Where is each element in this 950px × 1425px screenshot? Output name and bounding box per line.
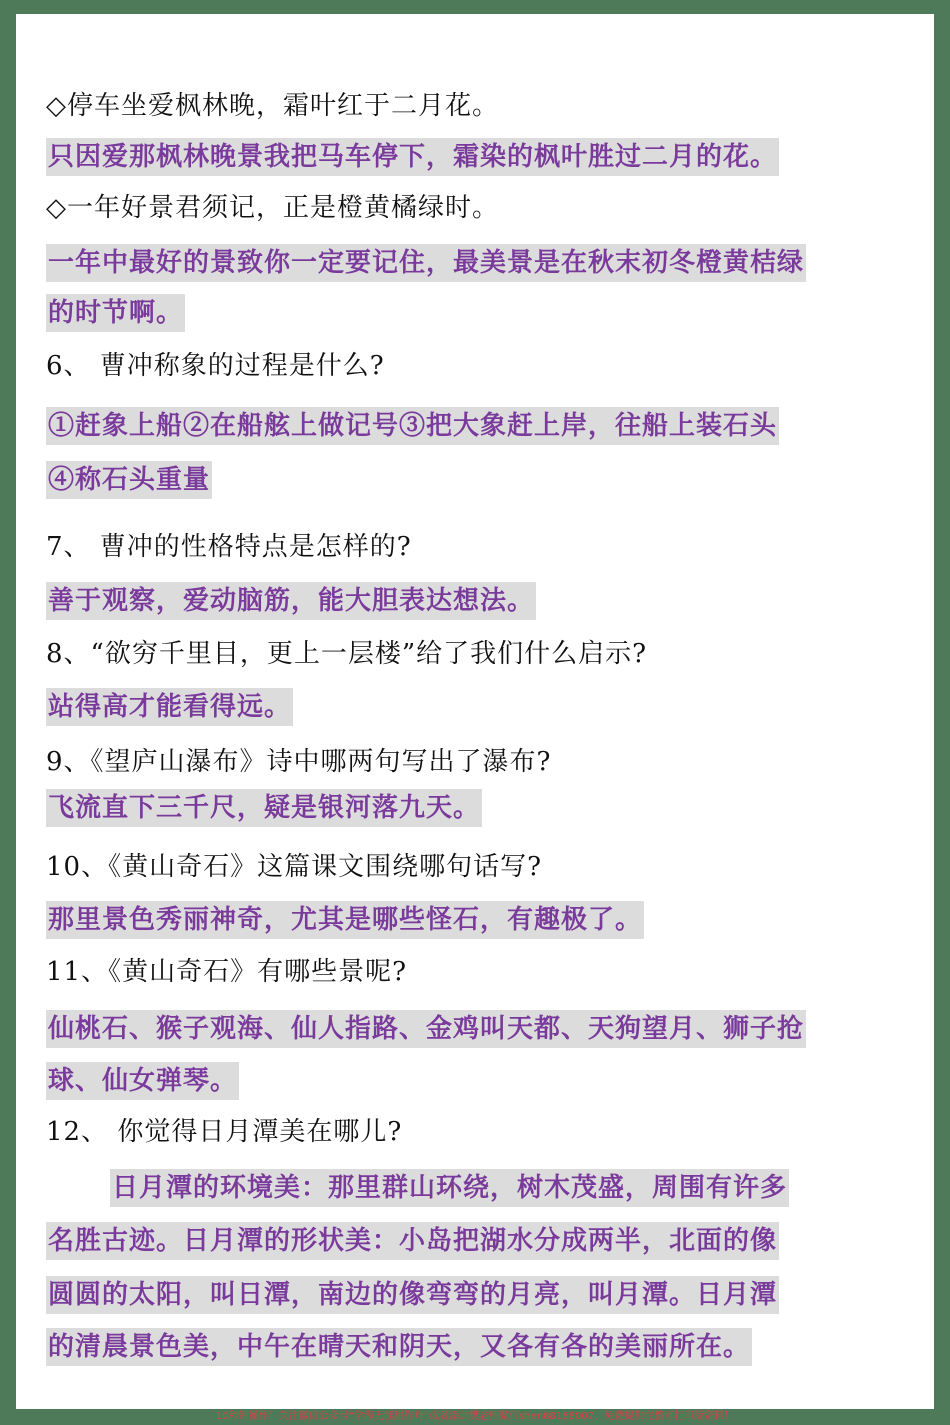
question-9: 9、《望庐山瀑布》诗中哪两句写出了瀑布? xyxy=(46,747,552,777)
answer-line: 善于观察，爱动脑筋，能大胆表达想法。 xyxy=(46,582,536,620)
answer-line: 一年中最好的景致你一定要记住，最美景是在秋末初冬橙黄桔绿 xyxy=(46,244,806,282)
footer-notice: 10秒钟操作！关注微信公众号“学海无涯甜作舟”或者添加樊老师微信shen88168007，免费提供完整可打印版资料！ xyxy=(215,1411,735,1422)
question-10: 10、《黄山奇石》这篇课文围绕哪句话写? xyxy=(46,852,543,882)
worksheet-page xyxy=(16,14,934,1409)
question-11: 11、《黄山奇石》有哪些景呢? xyxy=(46,957,408,987)
question-6: 6、 曹冲称象的过程是什么? xyxy=(46,351,385,381)
poem-line: ◇一年好景君须记，正是橙黄橘绿时。 xyxy=(46,193,499,223)
answer-line: 日月潭的环境美：那里群山环绕，树木茂盛，周围有许多 xyxy=(110,1169,789,1207)
answer-line: 的时节啊。 xyxy=(46,294,185,332)
question-7: 7、 曹冲的性格特点是怎样的? xyxy=(46,532,412,562)
answer-line: 名胜古迹。日月潭的形状美：小岛把湖水分成两半，北面的像 xyxy=(46,1222,779,1260)
answer-line: 仙桃石、猴子观海、仙人指路、金鸡叫天都、天狗望月、狮子抢 xyxy=(46,1010,806,1048)
answer-line: 那里景色秀丽神奇，尤其是哪些怪石，有趣极了。 xyxy=(46,901,644,939)
question-12: 12、 你觉得日月潭美在哪儿? xyxy=(46,1117,403,1147)
poem-line: ◇停车坐爱枫林晚，霜叶红于二月花。 xyxy=(46,91,499,121)
answer-line: ④称石头重量 xyxy=(46,461,212,499)
answer-line: ①赶象上船②在船舷上做记号③把大象赶上岸，往船上装石头 xyxy=(46,407,779,445)
question-8: 8、“欲穷千里目，更上一层楼”给了我们什么启示? xyxy=(46,639,648,669)
answer-line: 站得高才能看得远。 xyxy=(46,688,293,726)
answer-line: 飞流直下三千尺，疑是银河落九天。 xyxy=(46,789,482,827)
answer-line: 的清晨景色美，中午在晴天和阴天，又各有各的美丽所在。 xyxy=(46,1328,752,1366)
answer-line: 圆圆的太阳，叫日潭，南边的像弯弯的月亮，叫月潭。日月潭 xyxy=(46,1276,779,1314)
answer-line: 球、仙女弹琴。 xyxy=(46,1062,239,1100)
answer-line: 只因爱那枫林晚景我把马车停下，霜染的枫叶胜过二月的花。 xyxy=(46,138,779,176)
